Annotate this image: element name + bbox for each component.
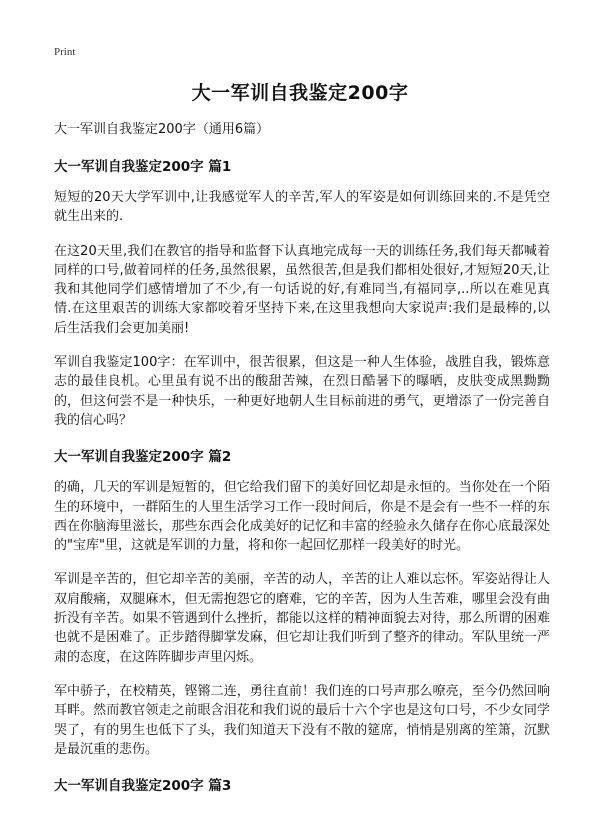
page-title: 大一军训自我鉴定200字 — [191, 82, 409, 104]
section-2-paragraph-2: 军训是辛苦的，但它却辛苦的美丽，辛苦的动人，辛苦的让人难以忘怀。军姿站得让人双肩酸痛，双腿麻木，但无需抱怨它的磨难，它的辛苦，因为人生苦难，哪里会没有曲折没有辛苦。如果不管遇到什么挫折，都能以这样的精神面貌去对待，那么所谓的困难也就不是困难了。正步踏得脚掌发麻，但它却让我们听到了整齐的律动。军队里统一严肃的态度，在这阵阵脚步声里闪烁。 — [54, 572, 550, 665]
print-label: Print — [54, 46, 76, 58]
section-2-paragraph-3: 军中骄子，在校精英，铿锵二连，勇往直前！我们连的口号声那么嘹亮，至今仍然回响耳畔。然而教官领走之前眼含泪花和我们说的最后十六个字也是这句口号，不少女同学哭了，有的男生也低下了头，我们知道天下没有不散的筵席，悄悄是别离的笙箫，沉默是最沉重的悲伤。 — [54, 683, 550, 757]
section-2-paragraph-1: 的确，几天的军训是短暂的，但它给我们留下的美好回忆却是永恒的。当你处在一个陌生的环境中，一群陌生的人里生活学习工作一段时间后，你是不是会有一些不一样的东西在你脑海里滋长，那些东西会化成美好的记忆和丰富的经验永久储存在你心底最深处的"宝库"里，这就是军训的力量，将和你一起回忆那样一段美好的时光。 — [54, 480, 550, 554]
section-1-paragraph-3: 军训自我鉴定100字：在军训中，很苦很累，但这是一种人生体验，战胜自我，锻炼意志的最佳良机。心里虽有说不出的酸甜苦辣，在烈日酷暑下的曝晒，皮肤变成黑黝黝的，但这何尝不是一种快乐，一种更好地朝人生目标前进的勇气，更增添了一份完善自我的信心吗？ — [54, 355, 550, 428]
document-subtitle: 大一军训自我鉴定200字（通用6篇） — [54, 122, 270, 137]
section-1-paragraph-2: 在这20天里,我们在教官的指导和监督下认真地完成每一天的训练任务,我们每天都喊着同样的口号,做着同样的任务,虽然很累，虽然很苦,但是我们都相处很好,才短短20天,让我和其他同学们感情增加了不少,有一句话说的好,有难同当,有福同享,..所以在难见真情.在这里艰苦的训练大家都咬着牙坚持下来,在这里我想向大家说声:我们是最棒的,以后生活我们会更加美丽! — [54, 243, 550, 336]
section-heading-2: 大一军训自我鉴定200字 篇2 — [54, 449, 232, 466]
section-1-paragraph-1: 短短的20天大学军训中,让我感觉军人的辛苦,军人的军姿是如何训练回来的.不是凭空就生出来的. — [54, 190, 550, 225]
section-heading-1: 大一军训自我鉴定200字 篇1 — [54, 159, 232, 175]
section-heading-3: 大一军训自我鉴定200字 篇3 — [54, 778, 232, 795]
document-body — [54, 118, 550, 807]
